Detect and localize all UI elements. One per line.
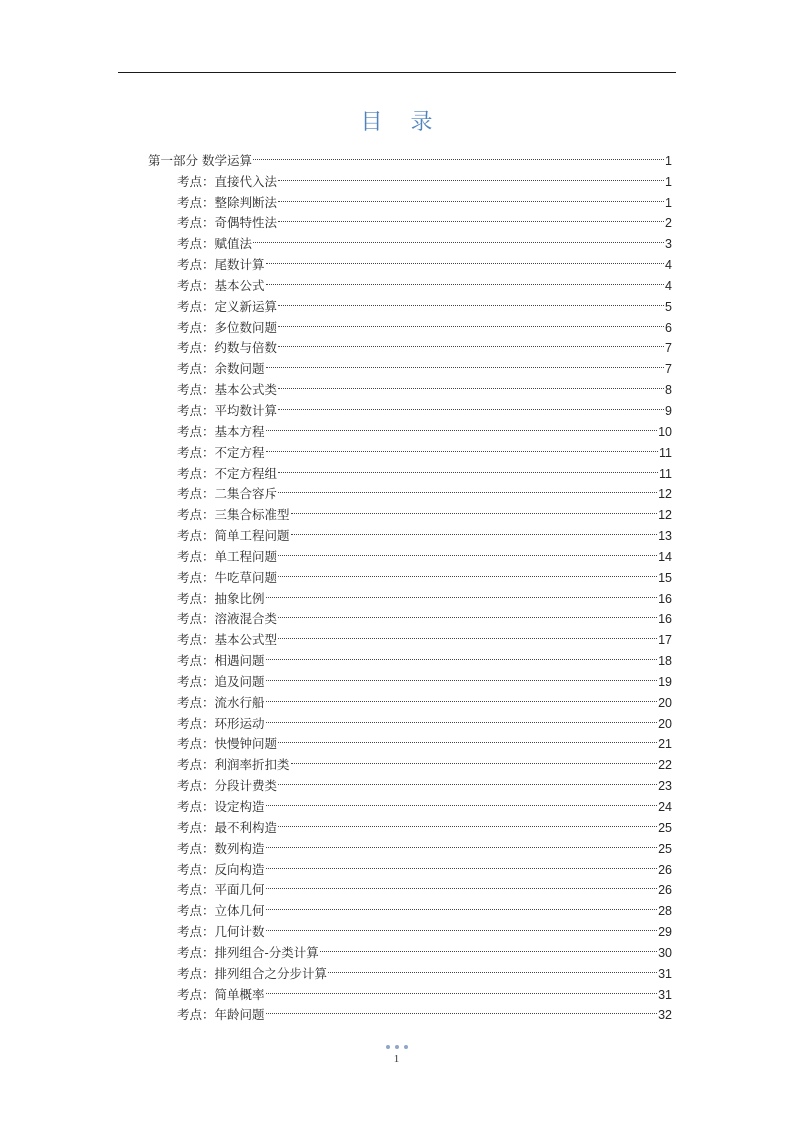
dot-leader [278,623,657,644]
toc-entry-label: 考点：奇偶特性法 [177,215,278,231]
toc-entry-page-number: 6 [665,320,672,335]
dot-leader [278,207,664,228]
toc-entry-label: 考点：数列构造 [177,840,265,856]
toc-entry-page-number: 16 [658,591,672,606]
toc-entry-page-number: 24 [658,800,672,814]
toc-entry-page-number: 4 [665,278,672,293]
toc-entry-label: 考点：赋值法 [177,236,253,252]
toc-entry-label: 考点：溶液混合类 [177,611,278,627]
toc-entry-label: 考点：简单概率 [177,986,265,1002]
toc-entry-page-number: 23 [658,779,672,794]
header-rule [118,72,676,73]
dot-leader [278,290,664,311]
toc-entry-page-number: 22 [658,758,672,773]
dot-leader [253,227,664,248]
toc-entry-page-number: 25 [658,820,672,835]
toc-entry-label: 考点：设定构造 [177,799,265,814]
toc-entry-page-number: 14 [658,549,672,564]
toc-entry-page-number: 12 [658,508,672,523]
toc-entry-page-number: 13 [658,529,672,544]
toc-entry-page-number: 20 [658,695,672,710]
dot-leader [253,144,664,165]
toc-entry-page-number: 28 [658,904,672,919]
toc-entry-page-number: 29 [658,925,672,940]
dot-leader [278,332,664,353]
dot-leader [266,352,665,373]
toc-entry-label: 考点：二集合容斥 [177,486,278,502]
toc-entry-label: 考点：余数问题 [177,361,265,377]
toc-entry-page-number: 1 [665,195,672,210]
toc-entry-page-number: 25 [658,841,672,856]
toc-entry-page-number: 31 [658,966,672,981]
toc-entry-page-number: 7 [665,362,672,377]
toc-entry-label: 考点：牛吃草问题 [177,569,278,585]
dot-leader [328,957,657,978]
dot-leader [266,707,658,728]
toc-entry-page-number: 3 [665,237,672,252]
toc-title: 目 录 [360,110,433,135]
toc-entry-label: 考点：排列组合之分步计算 [177,965,328,981]
toc-entry-page-number: 16 [658,612,672,627]
toc-entry-label: 考点：流水行船 [177,694,265,710]
toc-entry-page-number: 30 [658,945,672,960]
dot-icon [386,1045,390,1049]
toc-entry-label: 考点：定义新运算 [177,298,278,314]
toc-entry-label: 考点：排列组合-分类计算 [177,944,319,960]
toc-entry-page-number: 7 [665,341,672,356]
toc-entry-page-number: 1 [665,174,672,189]
toc-entry-label: 考点：追及问题 [177,673,265,689]
dot-leader [291,748,658,769]
toc-entry-page-number: 26 [658,883,672,898]
toc-entry-page-number: 1 [665,153,672,168]
toc-entry-page-number: 18 [658,654,672,669]
dot-leader [278,373,664,394]
dot-leader [278,394,664,415]
toc-entry-page-number: 2 [665,216,672,231]
dot-leader [278,728,657,749]
dot-leader [266,582,658,603]
dot-leader [278,561,657,582]
toc-entry-page-number: 4 [665,258,672,273]
toc-entry-label: 考点：基本公式型 [177,632,278,648]
toc-entry-label: 考点：立体几何 [177,903,265,919]
dot-leader [278,311,664,332]
toc-entry-page-number: 19 [658,674,672,689]
toc-entry-label: 考点：基本方程 [177,423,265,439]
dot-leader [291,519,658,540]
toc-entry-label: 考点：环形运动 [177,715,265,731]
toc-entry-label: 考点：最不利构造 [177,819,278,835]
dot-leader [266,999,658,1020]
toc-entry-page-number: 17 [658,633,672,648]
dot-leader [278,165,664,186]
dot-leader [266,665,658,686]
toc-entry-label: 考点：平均数计算 [177,402,278,418]
dot-leader [266,832,658,853]
toc-entry-label: 考点：反向构造 [177,861,265,877]
page-footer [0,1043,793,1066]
dot-leader [266,853,658,874]
toc-entry-label: 考点：约数与倍数 [177,340,278,356]
toc-entry-page-number: 12 [658,487,672,502]
toc-entry-page-number: 31 [658,987,672,1002]
toc-entry-label: 考点：几何计数 [177,924,265,940]
dot-leader [278,186,664,207]
dot-leader [266,248,665,269]
dot-leader [266,915,658,936]
toc-entry-label: 考点：分段计费类 [177,778,278,794]
toc-entry-label: 考点：直接代入法 [177,173,278,189]
toc-entry-label: 考点：整除判断法 [177,194,278,210]
toc-entry-label: 考点：多位数问题 [177,319,278,335]
toc-entry-label: 考点：简单工程问题 [177,528,290,544]
toc-entry-page-number: 20 [658,716,672,731]
toc-entry-label: 考点：三集合标准型 [177,507,290,523]
toc-entry-page-number: 5 [665,299,672,314]
toc-entry-page-number: 10 [658,424,672,439]
toc-entry-label: 考点：相遇问题 [177,653,265,669]
dot-leader [266,436,659,457]
toc-entry-label: 考点：基本公式 [177,277,265,293]
dot-leader [320,936,657,957]
toc-entry-label: 考点：平面几何 [177,882,265,898]
table-of-contents [148,144,672,1023]
toc-entry-label: 考点：尾数计算 [177,257,265,273]
toc-entry-page-number: 26 [658,862,672,877]
dot-leader [266,894,658,915]
dot-icon [404,1045,408,1049]
toc-entry-page-number: 15 [658,570,672,585]
dot-leader [278,478,657,499]
dot-leader [278,540,657,561]
dot-leader [278,603,657,624]
toc-entry-page-number: 21 [658,737,672,752]
dot-leader [266,415,658,436]
toc-entry-label: 考点：单工程问题 [177,548,278,564]
dot-icon [395,1045,399,1049]
toc-entry-label: 第一部分 数学运算 [148,152,252,168]
toc-entry-label: 考点：年龄问题 [177,1007,265,1023]
toc-entry-label: 考点：利润率折扣类 [177,757,290,773]
dot-leader [266,978,658,999]
dot-leader [278,457,658,478]
toc-entry-page-number: 11 [659,445,672,460]
toc-entry-label: 考点：不定方程组 [177,465,278,481]
toc-entry-label: 考点：基本公式类 [177,382,278,398]
toc-entry-label: 考点：抽象比例 [177,590,265,606]
dot-leader [266,269,665,290]
dot-leader [266,790,658,811]
dot-leader [291,498,658,519]
toc-entry-part[interactable] [148,144,672,168]
dot-leader [266,644,658,665]
page-number: 1 [393,1053,400,1065]
toc-entry-label: 考点：快慢钟问题 [177,736,278,752]
toc-entry-label: 考点：不定方程 [177,444,265,460]
dot-leader [266,686,658,707]
toc-entry-page-number: 32 [658,1008,672,1023]
toc-entry-page-number: 8 [665,383,672,398]
dot-leader [278,769,657,790]
footer-dots-icon [0,1043,793,1051]
dot-leader [266,874,658,895]
dot-leader [278,811,657,832]
toc-entry-page-number: 9 [665,403,672,418]
toc-entry-page-number: 11 [659,466,672,481]
